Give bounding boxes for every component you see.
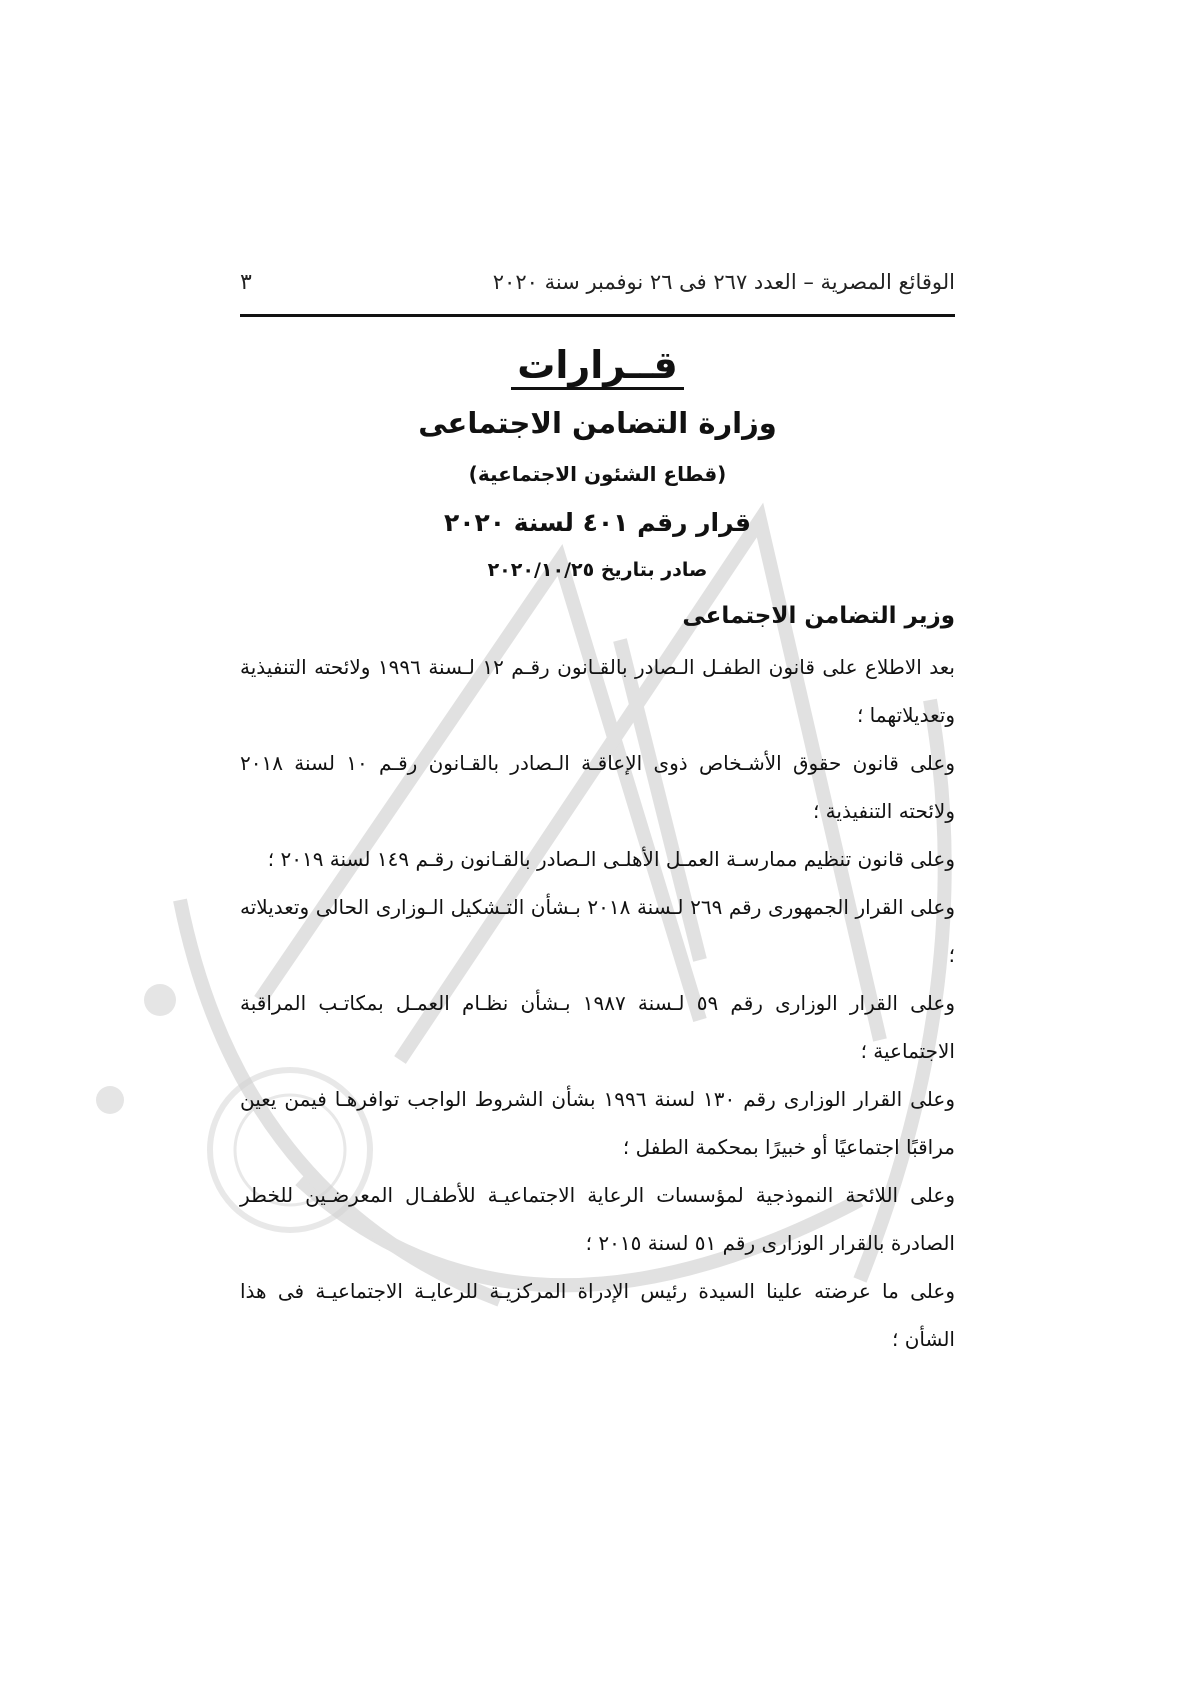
preamble-paragraph: وعلى قانون تنظيم ممارسـة العمـل الأهلـى الـصادر بالقـانون رقـم ١٤٩ لسنة ٢٠١٩ ؛: [267, 847, 955, 871]
watermark-dot: [96, 1086, 124, 1114]
preamble: [240, 643, 955, 1363]
gazette-page: [240, 270, 955, 1363]
preamble-paragraph: وعلى اللائحة النموذجية لمؤسسات الرعاية الاجتماعيـة للأطفـال المعرضـين للخطر الصادرة بالقرار الوزارى رقم ٥١ لسنة ٢٠١٥ ؛: [240, 1183, 955, 1255]
watermark-dot: [144, 984, 176, 1016]
issue-date: صادر بتاريخ ٢٠٢٠/١٠/٢٥: [487, 559, 708, 581]
preamble-paragraph: وعلى القرار الوزارى رقم ٥٩ لـسنة ١٩٨٧ بـشأن نظـام العمـل بمكاتـب المراقبة الاجتماعية ؛: [240, 991, 955, 1063]
sector-name: (قطاع الشئون الاجتماعية): [468, 462, 727, 486]
decree-number: قرار رقم ٤٠١ لسنة ٢٠٢٠: [443, 508, 752, 537]
section-title: قــرارات: [511, 345, 684, 390]
gazette-issue-line: الوقائع المصرية – العدد ٢٦٧ فى ٢٦ نوفمبر سنة ٢٠٢٠: [492, 270, 955, 294]
decree-header: [240, 345, 955, 581]
preamble-paragraph: وعلى القرار الجمهورى رقم ٢٦٩ لـسنة ٢٠١٨ بـشأن التـشكيل الـوزارى الحالى وتعديلاته ؛: [240, 895, 955, 967]
preamble-paragraph: بعد الاطلاع على قانون الطفـل الـصادر بالقـانون رقـم ١٢ لـسنة ١٩٩٦ ولائحته التنفيذية وتعديلاتهما ؛: [240, 655, 955, 727]
header-rule: [240, 314, 955, 317]
page-number: ٣: [240, 270, 252, 295]
preamble-paragraph: وعلى ما عرضته علينا السيدة رئيس الإدراة المركزيـة للرعايـة الاجتماعيـة فى هذا الشأن ؛: [240, 1279, 955, 1351]
running-head: [240, 270, 955, 308]
addressee: وزير التضامن الاجتماعى: [682, 603, 955, 629]
ministry-name: وزارة التضامن الاجتماعى: [418, 406, 777, 440]
preamble-paragraph: وعلى القرار الوزارى رقم ١٣٠ لسنة ١٩٩٦ بشأن الشروط الواجب توافرهـا فيمن يعين مراقبًا اجتماعيًا أو خبيرًا بمحكمة الطفل ؛: [240, 1087, 955, 1159]
preamble-paragraph: وعلى قانون حقوق الأشـخاص ذوى الإعاقـة الـصادر بالقـانون رقـم ١٠ لسنة ٢٠١٨ ولائحته التنفيذية ؛: [240, 751, 955, 823]
